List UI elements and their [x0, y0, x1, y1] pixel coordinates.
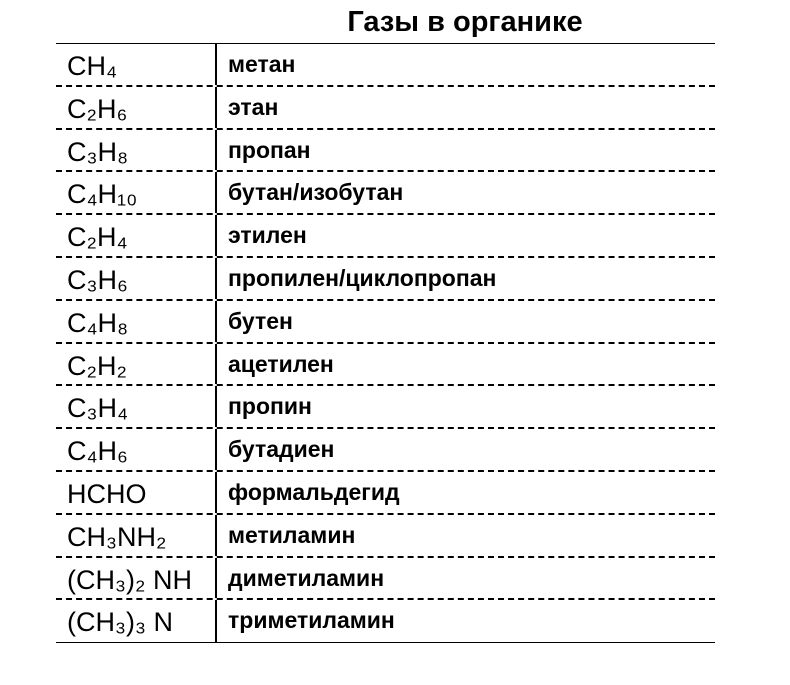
name-cell: диметиламин — [228, 564, 385, 591]
formula-cell: C₃H₄ — [56, 386, 217, 427]
name-cell: бутадиен — [228, 436, 335, 463]
name-cell: формальдегид — [228, 478, 400, 505]
table-row — [56, 344, 715, 387]
formula-cell: CH₄ — [56, 44, 217, 85]
table-row — [56, 44, 715, 87]
name-cell: ацетилен — [228, 350, 334, 377]
table-row — [56, 558, 715, 601]
name-cell: бутан/изобутан — [228, 179, 404, 206]
table-row — [56, 215, 715, 258]
table-row — [56, 172, 715, 215]
formula-cell: C₄H₆ — [56, 429, 217, 470]
formula-cell: C₃H₆ — [56, 258, 217, 299]
table-row — [56, 515, 715, 558]
formula-cell: C₂H₄ — [56, 215, 217, 256]
name-cell: метиламин — [228, 521, 356, 548]
name-cell: пропилен/циклопропан — [228, 264, 497, 291]
table-row — [56, 130, 715, 173]
formula-cell: C₂H₆ — [56, 87, 217, 128]
name-cell: триметиламин — [228, 607, 395, 634]
gas-table — [56, 43, 715, 643]
name-cell: бутен — [228, 307, 293, 334]
name-cell: метан — [228, 51, 296, 77]
name-cell: пропан — [228, 136, 311, 163]
table-row — [56, 258, 715, 301]
formula-cell: C₃H₈ — [56, 130, 217, 171]
formula-cell: C₄H₈ — [56, 301, 217, 342]
table-row — [56, 472, 715, 515]
table-row — [56, 301, 715, 344]
table-row — [56, 429, 715, 472]
formula-cell: (CH₃)₂ NH — [56, 558, 217, 599]
name-cell: этан — [228, 93, 279, 120]
formula-cell: C₄H₁₀ — [56, 172, 217, 213]
table-row — [56, 600, 715, 643]
name-cell: этилен — [228, 222, 307, 249]
formula-cell: (CH₃)₃ N — [56, 600, 217, 642]
table-row — [56, 87, 715, 130]
page-title: Газы в органике — [347, 6, 583, 38]
formula-cell: HCHO — [56, 472, 217, 513]
formula-cell: CH₃NH₂ — [56, 515, 217, 556]
formula-cell: C₂H₂ — [56, 344, 217, 385]
table-row — [56, 386, 715, 429]
name-cell: пропин — [228, 393, 312, 420]
